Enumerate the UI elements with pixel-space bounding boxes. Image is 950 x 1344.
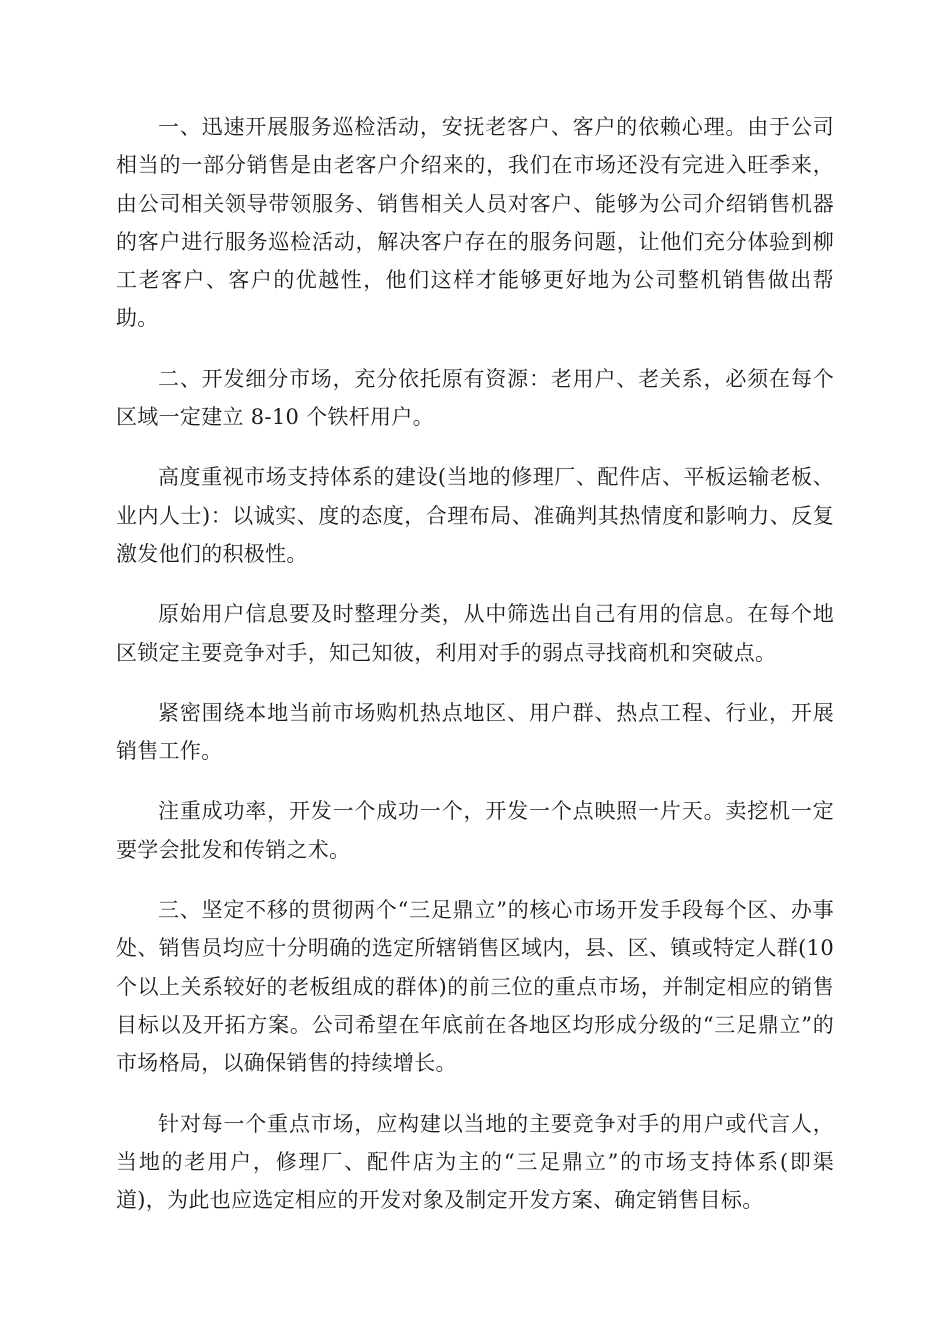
- paragraph-market-segmentation: 二、开发细分市场，充分依托原有资源：老用户、老关系，必须在每个区域一定建立 8-10 个铁杆用户。: [116, 366, 834, 430]
- paragraph-key-market-channels: 针对每一个重点市场，应构建以当地的主要竞争对手的用户或代言人，当地的老用户，修理厂、配件店为主的“三足鼎立”的市场支持体系(即渠道)，为此也应选定相应的开发对象及制定开发方案、确定销售目标。: [116, 1111, 834, 1213]
- paragraph-service-inspection: 一、迅速开展服务巡检活动，安抚老客户、客户的依赖心理。由于公司相当的一部分销售是由老客户介绍来的，我们在市场还没有完进入旺季来，由公司相关领导带领服务、销售相关人员对客户、能够为公司介绍销售机器的客户进行服务巡检活动，解决客户存在的服务问题，让他们充分体验到柳工老客户、客户的优越性，他们这样才能够更好地为公司整机销售做出帮助。: [116, 115, 834, 331]
- paragraph-support-system: 高度重视市场支持体系的建设(当地的修理厂、配件店、平板运输老板、业内人士)：以诚实、度的态度，合理布局、准确判其热情度和影响力、反复激发他们的积极性。: [116, 465, 834, 566]
- paragraph-success-rate: 注重成功率，开发一个成功一个，开发一个点映照一片天。卖挖机一定要学会批发和传销之术。: [116, 799, 834, 862]
- paragraph-three-pillars: 三、坚定不移的贯彻两个“三足鼎立”的核心市场开发手段每个区、办事处、销售员均应十分明确的选定所辖销售区域内，县、区、镇或特定人群(10 个以上关系较好的老板组成的群体)的前三位的重点市场，并制定相应的销售目标以及开拓方案。公司希望在年底前在各地区均形成分级的“三足鼎立”的市场格局，以确保销售的持续增长。: [116, 898, 834, 1076]
- paragraph-hotspot-sales: 紧密围绕本地当前市场购机热点地区、用户群、热点工程、行业，开展销售工作。: [116, 700, 834, 764]
- paragraph-user-information: 原始用户信息要及时整理分类，从中筛选出自己有用的信息。在每个地区锁定主要竞争对手，知己知彼，利用对手的弱点寻找商机和突破点。: [116, 602, 834, 665]
- document-page: [116, 108, 834, 1241]
